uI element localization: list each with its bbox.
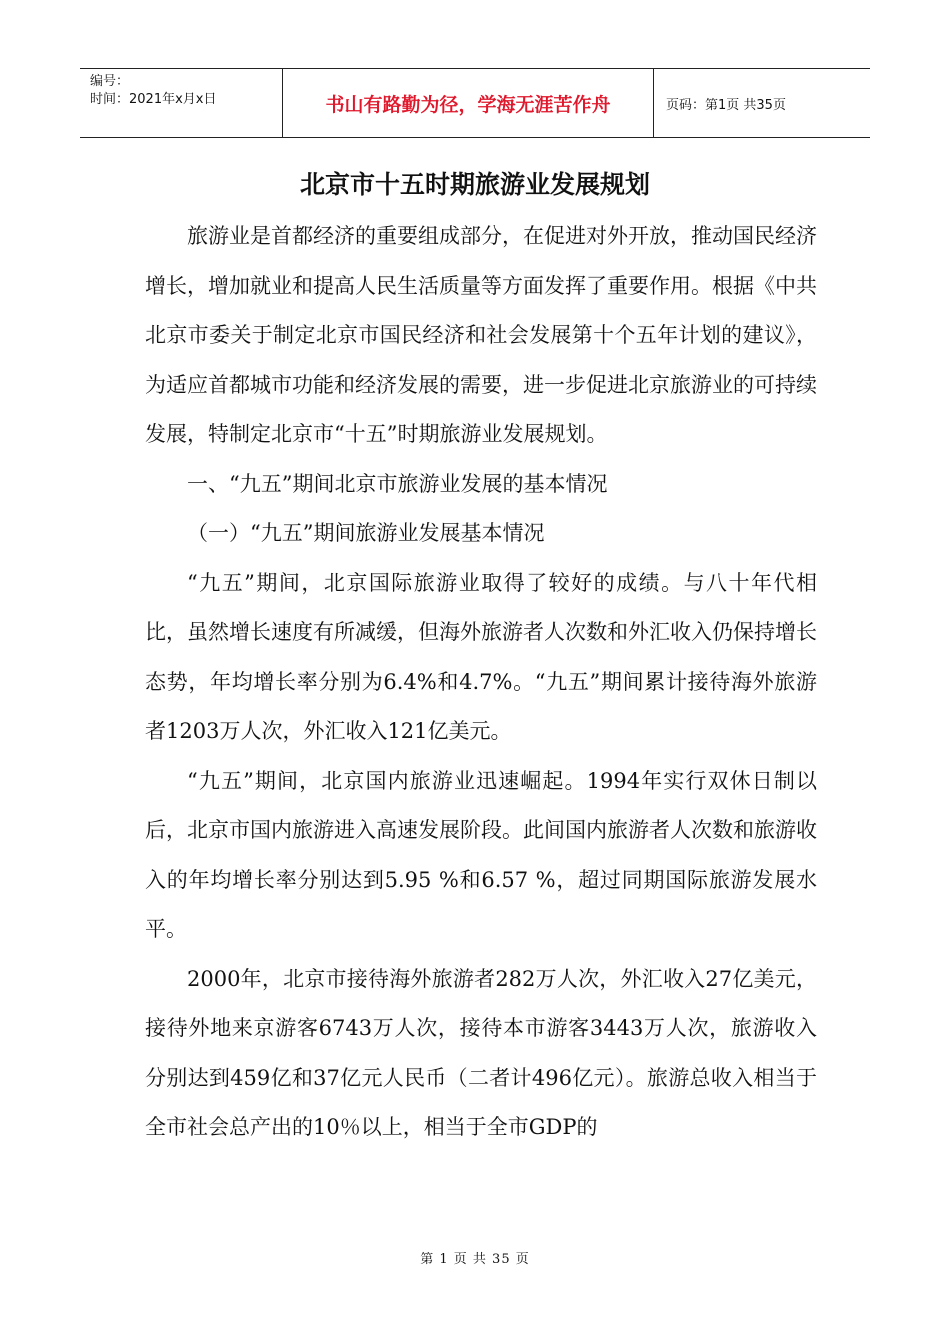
paragraph-2000-statistics: 2000年，北京市接待海外旅游者282万人次，外汇收入27亿美元，接待外地来京游客6743万人次，接待本市游客3443万人次，旅游收入分别达到459亿和37亿元人民币（二者计496亿元）。旅游总收入相当于全市社会总产出的10％以上，相当于全市GDP的: [145, 966, 817, 1139]
paragraph-intro: 旅游业是首都经济的重要组成部分，在促进对外开放，推动国民经济增长，增加就业和提高人民生活质量等方面发挥了重要作用。根据《中共北京市委关于制定北京市国民经济和社会发展第十个五年计划的建议》，为适应首都城市功能和经济发展的需要，进一步促进北京旅游业的可持续发展，特制定北京市“十五”时期旅游业发展规划。: [145, 224, 817, 446]
paragraph-international-tourism: “九五”期间，北京国际旅游业取得了较好的成绩。与八十年代相比，虽然增长速度有所减缓，但海外旅游者人次数和外汇收入仍保持增长态势，年均增长率分别为6.4%和4.7%。“九五”期间累计接待海外旅游者1203万人次，外汇收入121亿美元。: [145, 570, 817, 743]
subsection-heading: （一）“九五”期间旅游业发展基本情况: [187, 521, 545, 545]
document-number-label: 编号：: [90, 74, 130, 89]
page-footer: 第 1 页 共 35 页: [420, 1252, 530, 1267]
page-header: [80, 68, 870, 138]
header-meta: [80, 69, 282, 137]
document-date-label: 时间：2021年x月x日: [90, 92, 217, 107]
document-title: 北京市十五时期旅游业发展规划: [299, 170, 650, 199]
header-motto: 书山有路勤为径，学海无涯苦作舟: [282, 69, 654, 137]
header-page-info: 页码：第1页 共35页: [666, 97, 786, 113]
section-heading: 一、“九五”期间北京市旅游业发展的基本情况: [187, 471, 608, 496]
paragraph-domestic-tourism: “九五”期间，北京国内旅游业迅速崛起。1994年实行双休日制以后，北京市国内旅游进入高速发展阶段。此间国内旅游者人次数和旅游收入的年均增长率分别达到5.95 %和6.57 %，超过同期国际旅游发展水平。: [145, 768, 817, 941]
document-body: [145, 212, 817, 1153]
